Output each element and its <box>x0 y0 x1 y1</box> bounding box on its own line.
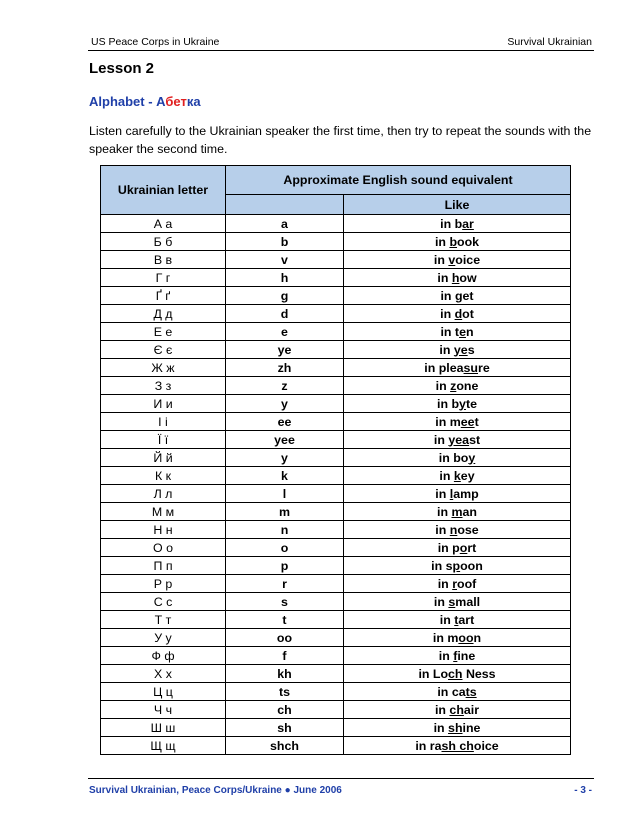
sound-equivalent: v <box>226 251 344 269</box>
table-row <box>101 593 571 611</box>
header-left: US Peace Corps in Ukraine <box>91 36 220 48</box>
table-row <box>101 467 571 485</box>
ukrainian-letter: С с <box>101 593 226 611</box>
ukrainian-letter: Ґ ґ <box>101 287 226 305</box>
alphabet-prefix: Alphabet - <box>89 94 157 109</box>
example-u: r <box>452 576 458 591</box>
example-word <box>344 323 571 341</box>
table-row <box>101 683 571 701</box>
sound-equivalent: g <box>226 287 344 305</box>
ukrainian-letter: І і <box>101 413 226 431</box>
ukrainian-letter: Ф ф <box>101 647 226 665</box>
example-u: z <box>450 378 457 393</box>
table-row <box>101 233 571 251</box>
sound-equivalent: t <box>226 611 344 629</box>
example-post: ine <box>462 720 481 735</box>
example-pre: in <box>438 648 454 663</box>
example-post: air <box>463 702 480 717</box>
example-post: st <box>469 432 481 447</box>
example-post: n <box>473 630 482 645</box>
example-pre: in ca <box>437 684 466 699</box>
example-u: su <box>463 360 478 375</box>
example-pre: in p <box>437 540 460 555</box>
example-pre: in b <box>437 396 460 411</box>
example-word <box>344 467 571 485</box>
example-word <box>344 611 571 629</box>
ukrainian-letter: В в <box>101 251 226 269</box>
example-pre: in <box>433 720 449 735</box>
table-row <box>101 323 571 341</box>
example-post: oof <box>457 576 477 591</box>
ukrainian-letter: И и <box>101 395 226 413</box>
example-pre: in t <box>440 324 460 339</box>
sound-equivalent: y <box>226 449 344 467</box>
example-word <box>344 665 571 683</box>
sound-equivalent: shch <box>226 737 344 755</box>
col-letter-header: Ukrainian letter <box>101 166 226 215</box>
header-right: Survival Ukrainian <box>507 36 592 48</box>
example-pre: in <box>439 612 455 627</box>
sound-equivalent: o <box>226 539 344 557</box>
table-row <box>101 269 571 287</box>
table-row <box>101 431 571 449</box>
table-row <box>101 629 571 647</box>
example-pre: in <box>440 306 455 321</box>
ukrainian-letter: Р р <box>101 575 226 593</box>
table-row <box>101 575 571 593</box>
example-word <box>344 557 571 575</box>
table-row <box>101 665 571 683</box>
example-u: h <box>451 270 460 285</box>
table-row <box>101 449 571 467</box>
example-u: n <box>449 522 458 537</box>
example-post: an <box>462 504 477 519</box>
sound-equivalent: ye <box>226 341 344 359</box>
example-word <box>344 395 571 413</box>
example-u: b <box>449 234 458 249</box>
example-word <box>344 539 571 557</box>
table-row <box>101 215 571 233</box>
ukrainian-letter: Т т <box>101 611 226 629</box>
ukrainian-letter: А а <box>101 215 226 233</box>
example-pre: in b <box>440 216 463 231</box>
sound-equivalent: y <box>226 395 344 413</box>
example-word <box>344 575 571 593</box>
example-word <box>344 629 571 647</box>
sound-equivalent: z <box>226 377 344 395</box>
alphabet-word-c: ка <box>186 94 201 109</box>
alphabet-heading <box>89 94 201 109</box>
example-word <box>344 683 571 701</box>
ukrainian-letter: Ч ч <box>101 701 226 719</box>
sound-equivalent: ts <box>226 683 344 701</box>
example-u: v <box>448 252 456 267</box>
example-pre: in s <box>431 558 453 573</box>
example-u: ee <box>460 414 475 429</box>
table-row <box>101 521 571 539</box>
example-u: e <box>459 324 466 339</box>
example-post: ine <box>457 648 476 663</box>
example-word <box>344 287 571 305</box>
example-u: y <box>459 396 466 411</box>
example-pre: in <box>437 504 452 519</box>
example-post: s <box>467 342 475 357</box>
example-u: s <box>448 594 456 609</box>
example-word <box>344 719 571 737</box>
example-word <box>344 215 571 233</box>
example-pre: in <box>439 468 454 483</box>
example-post: ow <box>459 270 477 285</box>
ukrainian-letter: Г г <box>101 269 226 287</box>
example-u: ch <box>448 666 463 681</box>
example-post: rt <box>467 540 477 555</box>
example-post: Ness <box>462 666 496 681</box>
example-word <box>344 647 571 665</box>
ukrainian-letter: Е е <box>101 323 226 341</box>
example-word <box>344 521 571 539</box>
example-word <box>344 251 571 269</box>
col-like-header: Like <box>344 195 571 215</box>
example-u: p <box>452 558 461 573</box>
sound-equivalent: f <box>226 647 344 665</box>
example-pre: in <box>433 432 449 447</box>
example-pre: in <box>435 522 450 537</box>
example-post: mall <box>455 594 481 609</box>
table-row <box>101 611 571 629</box>
example-post: oice <box>473 738 499 753</box>
table-body <box>101 215 571 755</box>
sound-equivalent: ee <box>226 413 344 431</box>
table-row <box>101 305 571 323</box>
sound-equivalent: n <box>226 521 344 539</box>
ukrainian-letter: Є є <box>101 341 226 359</box>
table-row <box>101 737 571 755</box>
example-pre: in <box>437 270 452 285</box>
sound-equivalent: m <box>226 503 344 521</box>
alphabet-word-a: А <box>156 94 166 109</box>
ukrainian-letter: К к <box>101 467 226 485</box>
example-word <box>344 269 571 287</box>
sound-equivalent: l <box>226 485 344 503</box>
alphabet-word-b: бет <box>165 94 187 109</box>
example-post: ook <box>457 234 480 249</box>
ukrainian-letter: Д д <box>101 305 226 323</box>
ukrainian-letter: Ц ц <box>101 683 226 701</box>
sound-equivalent: ch <box>226 701 344 719</box>
example-word <box>344 233 571 251</box>
sound-equivalent: sh <box>226 719 344 737</box>
example-u: l <box>449 486 454 501</box>
table-row <box>101 395 571 413</box>
table-row <box>101 359 571 377</box>
sound-equivalent: e <box>226 323 344 341</box>
example-word <box>344 737 571 755</box>
example-word <box>344 701 571 719</box>
example-post: oon <box>460 558 483 573</box>
example-post: te <box>465 396 477 411</box>
ukrainian-letter: О о <box>101 539 226 557</box>
example-word <box>344 413 571 431</box>
example-u: d <box>454 306 463 321</box>
example-u: k <box>453 468 461 483</box>
example-pre: in Lo <box>418 666 449 681</box>
example-pre: in <box>437 576 453 591</box>
example-u: g <box>454 288 463 303</box>
table-row <box>101 413 571 431</box>
col-equiv-header: Approximate English sound equivalent <box>226 166 571 195</box>
example-pre: in <box>434 234 450 249</box>
ukrainian-letter: У у <box>101 629 226 647</box>
example-word <box>344 341 571 359</box>
table-row <box>101 719 571 737</box>
example-pre: in m <box>435 414 461 429</box>
example-u: oo <box>458 630 474 645</box>
example-word <box>344 359 571 377</box>
page-header <box>88 33 594 51</box>
example-post: ot <box>462 306 474 321</box>
example-post: n <box>465 324 474 339</box>
table-row <box>101 485 571 503</box>
example-word <box>344 449 571 467</box>
sound-equivalent: zh <box>226 359 344 377</box>
example-word <box>344 305 571 323</box>
example-word <box>344 377 571 395</box>
example-u: y <box>468 450 476 465</box>
example-pre: in plea <box>424 360 464 375</box>
col-sound-header <box>226 195 344 215</box>
table-row <box>101 341 571 359</box>
example-pre: in <box>439 342 454 357</box>
example-post: ey <box>460 468 475 483</box>
example-u: m <box>451 504 463 519</box>
example-u: o <box>459 540 468 555</box>
example-pre: in <box>434 702 450 717</box>
example-post: re <box>478 360 490 375</box>
lesson-title: Lesson 2 <box>89 60 155 77</box>
example-pre: in <box>433 594 449 609</box>
example-post: art <box>458 612 475 627</box>
sound-equivalent: r <box>226 575 344 593</box>
example-post: oice <box>455 252 481 267</box>
ukrainian-letter: Л л <box>101 485 226 503</box>
ukrainian-letter: З з <box>101 377 226 395</box>
example-pre: in <box>435 486 450 501</box>
ukrainian-letter: Ж ж <box>101 359 226 377</box>
sound-equivalent: yee <box>226 431 344 449</box>
ukrainian-letter: М м <box>101 503 226 521</box>
example-post: et <box>462 288 474 303</box>
example-post: one <box>456 378 479 393</box>
sound-equivalent: kh <box>226 665 344 683</box>
ukrainian-letter: Н н <box>101 521 226 539</box>
example-u: f <box>453 648 458 663</box>
example-u: yea <box>448 432 470 447</box>
sound-equivalent: h <box>226 269 344 287</box>
example-post: t <box>474 414 479 429</box>
intro-text: Listen carefully to the Ukrainian speaker the first time, then try to repeat the sounds with the speaker the second time. <box>89 124 592 156</box>
sound-equivalent: k <box>226 467 344 485</box>
example-word <box>344 431 571 449</box>
table-row <box>101 539 571 557</box>
table-row <box>101 701 571 719</box>
ukrainian-letter: Щ щ <box>101 737 226 755</box>
example-u: ch <box>449 702 464 717</box>
ukrainian-letter: П п <box>101 557 226 575</box>
example-word <box>344 485 571 503</box>
example-pre: in <box>433 252 449 267</box>
table-row <box>101 557 571 575</box>
example-u: ye <box>453 342 468 357</box>
page-footer <box>89 785 594 796</box>
example-u: t <box>454 612 459 627</box>
alphabet-table <box>100 165 571 755</box>
example-pre: in ra <box>415 738 442 753</box>
example-u: ts <box>465 684 477 699</box>
sound-equivalent: b <box>226 233 344 251</box>
ukrainian-letter: Х х <box>101 665 226 683</box>
table-row <box>101 251 571 269</box>
table-row <box>101 377 571 395</box>
ukrainian-letter: Ш ш <box>101 719 226 737</box>
table-row <box>101 647 571 665</box>
sound-equivalent: a <box>226 215 344 233</box>
ukrainian-letter: Б б <box>101 233 226 251</box>
example-post: ose <box>457 522 479 537</box>
table-row <box>101 503 571 521</box>
page-number: - 3 - <box>574 785 592 796</box>
example-pre: in <box>440 288 455 303</box>
footer-left: Survival Ukrainian, Peace Corps/Ukraine ● June 2006 <box>89 785 342 796</box>
sound-equivalent: s <box>226 593 344 611</box>
example-pre: in <box>435 378 451 393</box>
example-u: sh ch <box>441 738 474 753</box>
ukrainian-letter: Й й <box>101 449 226 467</box>
example-u: sh <box>448 720 463 735</box>
table-row <box>101 287 571 305</box>
example-post: amp <box>453 486 479 501</box>
sound-equivalent: oo <box>226 629 344 647</box>
footer-divider <box>88 778 594 779</box>
example-pre: in m <box>432 630 459 645</box>
example-word <box>344 503 571 521</box>
sound-equivalent: d <box>226 305 344 323</box>
example-word <box>344 593 571 611</box>
ukrainian-letter: Ї ї <box>101 431 226 449</box>
example-u: ar <box>462 216 474 231</box>
sound-equivalent: p <box>226 557 344 575</box>
example-pre: in bo <box>438 450 469 465</box>
